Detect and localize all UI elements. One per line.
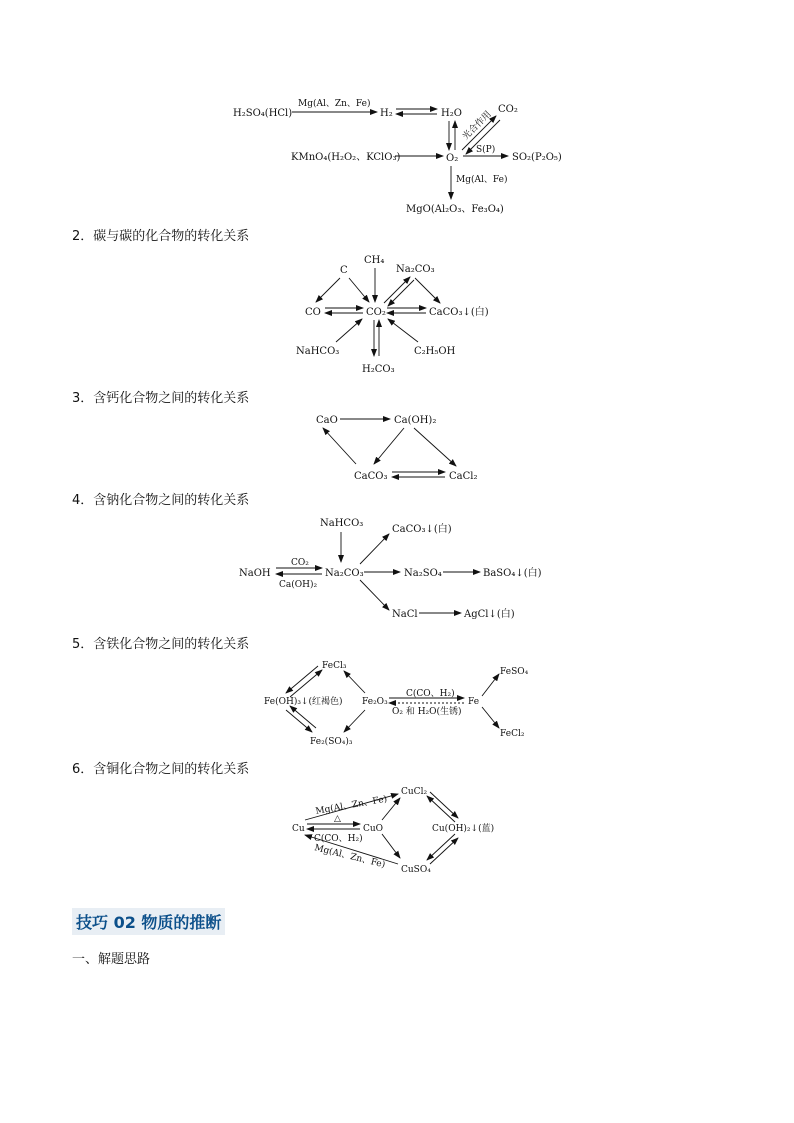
heading-calcium: 3．含钙化合物之间的转化关系 [72,391,250,406]
arrow-cuoh2-cuso4 [427,834,455,860]
arrow-caoh2-caco3 [374,428,404,464]
h2-label: H₂ [380,108,393,119]
na2so4-label: Na₂SO₄ [404,568,442,579]
ch4-label: CH₄ [364,255,385,266]
feso4-label: FeSO₄ [500,667,529,677]
cuoh2-label: Cu(OH)₂↓(蓝) [432,824,495,834]
oxygen-diagram [0,0,794,230]
nacl-label: NaCl [392,609,418,620]
co2-label: CO₂ [498,104,518,115]
sodium-diagram [0,510,794,620]
heat-condition: △ [334,814,341,824]
arrow-c2h5oh-co2 [388,319,418,342]
cuso4-label: CuSO₄ [401,865,431,875]
heading-copper: 6．含铜化合物之间的转化关系 [72,762,250,777]
arrow-na2co3-caco3 [415,278,440,303]
fe-label: Fe [468,697,480,707]
reduce-condition: C(CO、H₂) [406,689,455,699]
arrow-fe-feso4 [482,674,499,696]
nahco3-label: NaHCO₃ [320,518,364,529]
metal-bottom-condition: Mg(Al、Zn、Fe) [313,843,387,871]
arrow-nahco3-co2 [336,319,362,342]
cao-label: CaO [316,415,338,426]
heading-iron: 5．含铁化合物之间的转化关系 [72,637,250,652]
kmno4-label: KMnO₄(H₂O₂、KClO₃) [291,152,401,163]
reduce-condition: C(CO、H₂) [314,834,363,844]
arrow-cucl2-cuoh2 [430,792,458,818]
cacl2-label: CaCl₂ [449,471,478,482]
arrow-c-co2 [349,278,369,302]
h2o-label: H₂O [441,108,462,119]
rust-condition: O₂ 和 H₂O(生锈) [392,707,462,717]
co-label: CO [305,307,321,318]
agcl-label: AgCl↓(白) [464,609,515,620]
cucl2-label: CuCl₂ [401,787,428,797]
c2h5oh-label: C₂H₅OH [414,346,456,357]
mg-condition: Mg(Al、Fe) [456,175,508,185]
fecl3-label: FeCl₃ [322,661,347,671]
feoh3-label: Fe(OH)₃↓(红褐色) [264,697,343,707]
caco3-label: CaCO₃ [354,471,388,482]
arrow-fecl3-feoh3 [286,666,318,693]
na2co3-label: Na₂CO₃ [325,568,364,579]
arrow-fe2o3-fecl3 [344,671,365,693]
arrow-cuso4-cuoh2 [430,838,458,864]
h2so4-label: H₂SO₄(HCl) [233,108,293,119]
metal-top-condition: Mg(Al、Zn、Fe) [314,794,388,817]
naoh-label: NaOH [239,568,271,579]
arrow-na2co3-caco3 [360,534,389,564]
copper-diagram [0,778,794,878]
c-label: C [340,265,348,276]
co2-label: CO₂ [366,307,386,318]
arrow-feoh3-fecl3 [290,670,322,697]
caco3-label: CaCO₃↓(白) [429,307,489,318]
co2-condition: CO₂ [291,558,309,568]
caoh2-condition: Ca(OH)₂ [279,580,318,590]
nahco3-label: NaHCO₃ [296,346,340,357]
h2co3-label: H₂CO₃ [362,364,395,375]
arrow-na2co3-co2 [388,280,414,306]
fecl2-label: FeCl₂ [500,729,525,739]
fe2so43-label: Fe₂(SO₄)₃ [310,737,353,747]
arrow-cuo-cuso4 [382,834,400,858]
baso4-label: BaSO₄↓(白) [483,568,542,579]
iron-diagram [0,652,794,752]
arrow-c-co [316,278,340,302]
arrow-caco3-cao [323,428,356,464]
cu-label: Cu [292,824,305,834]
o2-label: O₂ [446,153,459,164]
mgo-label: MgO(Al₂O₃、Fe₃O₄) [406,204,504,215]
arrow-caoh2-cacl2 [414,428,456,466]
photosynthesis-label: 光合作用 [461,109,494,143]
metal-condition: Mg(Al、Zn、Fe) [298,99,371,109]
caoh2-label: Ca(OH)₂ [394,415,437,426]
section-title: 技巧 02 物质的推断 [72,908,225,935]
caco3-label: CaCO₃↓(白) [392,524,452,535]
sp-condition: S(P) [476,145,496,155]
calcium-diagram [0,408,794,488]
carbon-diagram [0,248,794,388]
arrow-cuoh2-cucl2 [427,796,455,822]
cuo-label: CuO [363,824,384,834]
heading-sodium: 4．含钠化合物之间的转化关系 [72,493,250,508]
na2co3-label: Na₂CO₃ [396,264,435,275]
sub-heading: 一、解题思路 [72,952,151,967]
arrow-na2co3-nacl [360,580,389,610]
fe2o3-label: Fe₂O₃ [362,697,388,707]
arrow-fe-fecl2 [482,707,499,728]
arrow-co2-na2co3 [384,277,410,303]
so2-label: SO₂(P₂O₅) [512,152,562,163]
heading-carbon: 2．碳与碳的化合物的转化关系 [72,229,250,244]
arrow-fe2o3-fe2so43 [344,710,365,732]
